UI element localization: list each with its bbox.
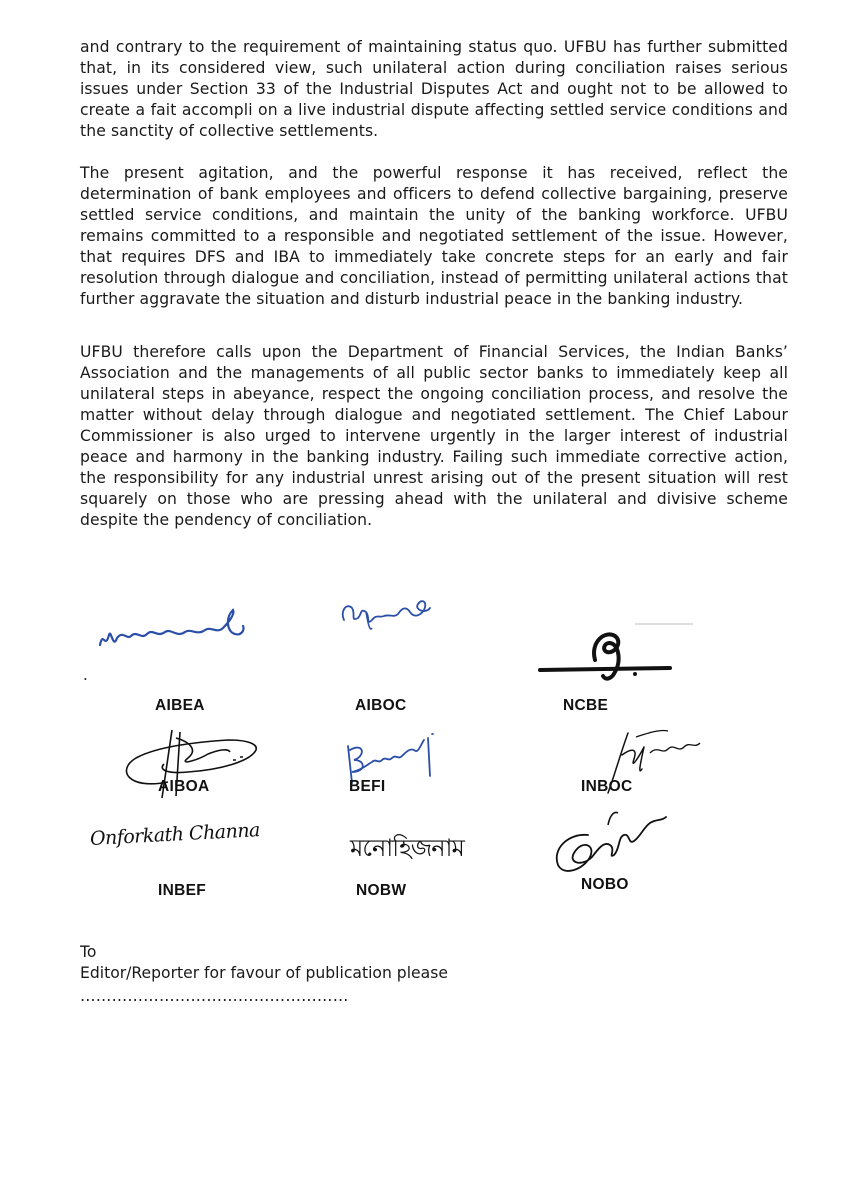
aiboa-signature (118, 720, 268, 810)
label-inbef: INBEF (158, 882, 206, 899)
label-aibea: AIBEA (155, 697, 205, 714)
aiboc-signature (336, 590, 436, 640)
label-aiboc: AIBOC (355, 697, 407, 714)
paragraph-3: UFBU therefore calls upon the Department of Financial Services, the Indian Banks’ Association and the managements of all public sector banks to immediately keep all unilateral steps in abeyance, respect the ongoing conciliation process, and resolve the matter without delay through dialogue and negotiated settlement. The Chief Labour Commissioner is also urged to intervene urgently in the larger interest of industrial peace and harmony in the banking industry. Failing such immediate corrective action, the responsibility for any industrial unrest arising out of the present situation will rest squarely on those who are pressing ahead with the unilateral and divisive scheme despite the pendency of conciliation. (80, 343, 788, 529)
footer-dotted-line: …………………………………………… (80, 987, 349, 1005)
stray-dot: . (83, 666, 88, 684)
nobo-signature (548, 805, 678, 880)
footer-to: To (80, 943, 97, 961)
label-nobw: NOBW (356, 882, 407, 899)
inbef-signature: Onforkath Channa (89, 819, 261, 850)
footer-addressee: Editor/Reporter for favour of publication please (80, 964, 448, 982)
nobw-signature: মনোহিজনাম (350, 834, 464, 862)
aibea-signature (95, 600, 255, 660)
label-befi: BEFI (349, 778, 386, 795)
label-nobo: NOBO (581, 876, 629, 893)
paragraph-1: and contrary to the requirement of maintaining status quo. UFBU has further submitted that, in its considered view, such unilateral action during conciliation raises serious issues under Section 33 of the Industrial Disputes Act and ought not to be allowed to create a fait accompli on a live industrial dispute affecting settled service conditions and the sanctity of collective settlements. (80, 38, 788, 140)
label-aiboa: AIBOA (158, 778, 210, 795)
label-inboc: INBOC (581, 778, 633, 795)
paragraph-2: The present agitation, and the powerful response it has received, reflect the determination of bank employees and officers to defend collective bargaining, preserve settled service conditions, and maintain the unity of the banking workforce. UFBU remains committed to a responsible and negotiated settlement of the issue. However, that requires DFS and IBA to immediately take concrete steps for an early and fair resolution through dialogue and conciliation, instead of permitting unilateral actions that further aggravate the situation and disturb industrial peace in the banking industry. (80, 164, 788, 308)
label-ncbe: NCBE (563, 697, 609, 714)
ncbe-signature (535, 622, 695, 692)
